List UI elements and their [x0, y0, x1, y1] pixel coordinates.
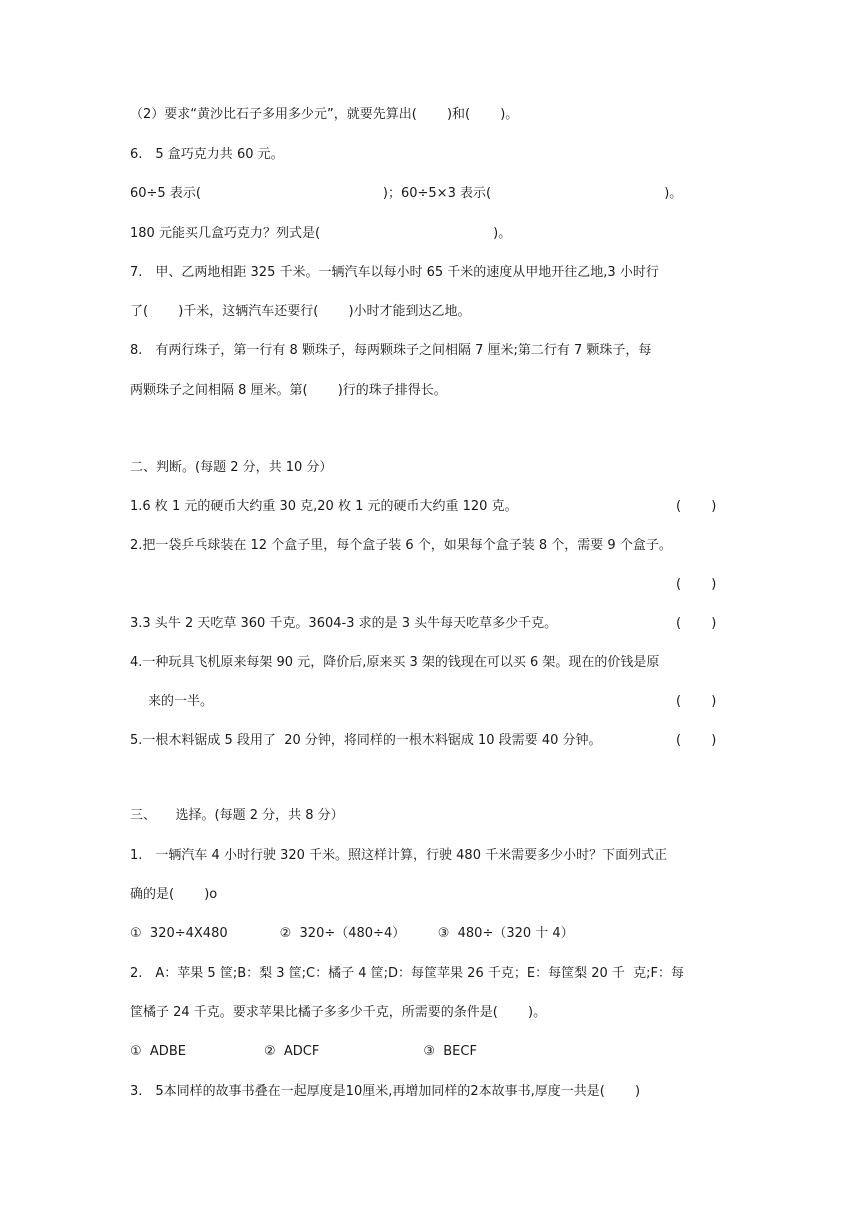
answer-paren-4: ( )	[676, 694, 717, 709]
line-2: 6. 5 盒巧克力共 60 元。	[130, 147, 284, 162]
judgement-4: 4.一种玩具飞机原来每架 90 元，降价后,原来买 3 架的钱现在可以买 6 架。现在的价钱是原	[130, 655, 660, 670]
line-5: 7. 甲、乙两地相距 325 千米。一辆汽车以每小时 65 千米的速度从甲地开往乙地,3 小时行	[130, 265, 659, 280]
choice-1-cont: 确的是( )o	[130, 887, 218, 902]
section-title-choice: 三、 选择。(每题 2 分，共 8 分）	[130, 808, 344, 823]
line-7: 8. 有两行珠子，第一行有 8 颗珠子，每两颗珠子之间相隔 7 厘米;第二行有 7 颗珠子，每	[130, 343, 652, 358]
judgement-3: 3.3 头牛 2 天吃草 360 千克。3604-3 求的是 3 头牛每天吃草多少千克。	[130, 616, 558, 631]
line-1: （2）要求“黄沙比石子多用多少元”，就要先算出( )和( )。	[130, 107, 519, 122]
line-8: 两颗珠子之间相隔 8 厘米。第( )行的珠子排得长。	[130, 383, 447, 398]
answer-paren-2: ( )	[676, 577, 717, 592]
line-6: 了( )千米，这辆汽车还要行( )小时才能到达乙地。	[130, 304, 471, 319]
choice-2-options: ① ADBE ② ADCF ③ BECF	[130, 1044, 477, 1059]
judgement-1: 1.6 枚 1 元的硬币大约重 30 克,20 枚 1 元的硬币大约重 120 克。	[130, 499, 518, 514]
answer-paren-1: ( )	[676, 499, 717, 514]
judgement-4-cont: 来的一半。	[148, 694, 214, 709]
line-4: 180 元能买几盒巧克力？列式是( )。	[130, 226, 512, 241]
choice-1: 1. 一辆汽车 4 小时行驶 320 千米。照这样计算，行驶 480 千米需要多少小时？下面列式正	[130, 848, 668, 863]
answer-paren-3: ( )	[676, 616, 717, 631]
line-3: 60÷5 表示( )；60÷5×3 表示( )。	[130, 186, 683, 201]
answer-paren-5: ( )	[676, 733, 717, 748]
choice-2: 2. A：苹果 5 筐;B：梨 3 筐;C：橘子 4 筐;D：每筐苹果 26 千克；E：每筐梨 20 千 克;F：每	[130, 966, 684, 981]
choice-2-cont: 筐橘子 24 千克。要求苹果比橘子多多少千克，所需要的条件是( )。	[130, 1005, 547, 1020]
choice-1-options: ① 320÷4X480 ② 320÷（480÷4） ③ 480÷（320 十 4）	[130, 926, 574, 941]
choice-3: 3. 5本同样的故事书叠在一起厚度是10厘米,再增加同样的2本故事书,厚度一共是( )	[130, 1084, 641, 1099]
judgement-5: 5.一根木料锯成 5 段用了 20 分钟，将同样的一根木料锯成 10 段需要 40 分钟。	[130, 733, 602, 748]
judgement-2: 2.把一袋乒乓球装在 12 个盒子里，每个盒子装 6 个，如果每个盒子装 8 个，需要 9 个盒子。	[130, 538, 672, 553]
section-title-judgement: 二、判断。(每题 2 分，共 10 分）	[130, 460, 333, 475]
